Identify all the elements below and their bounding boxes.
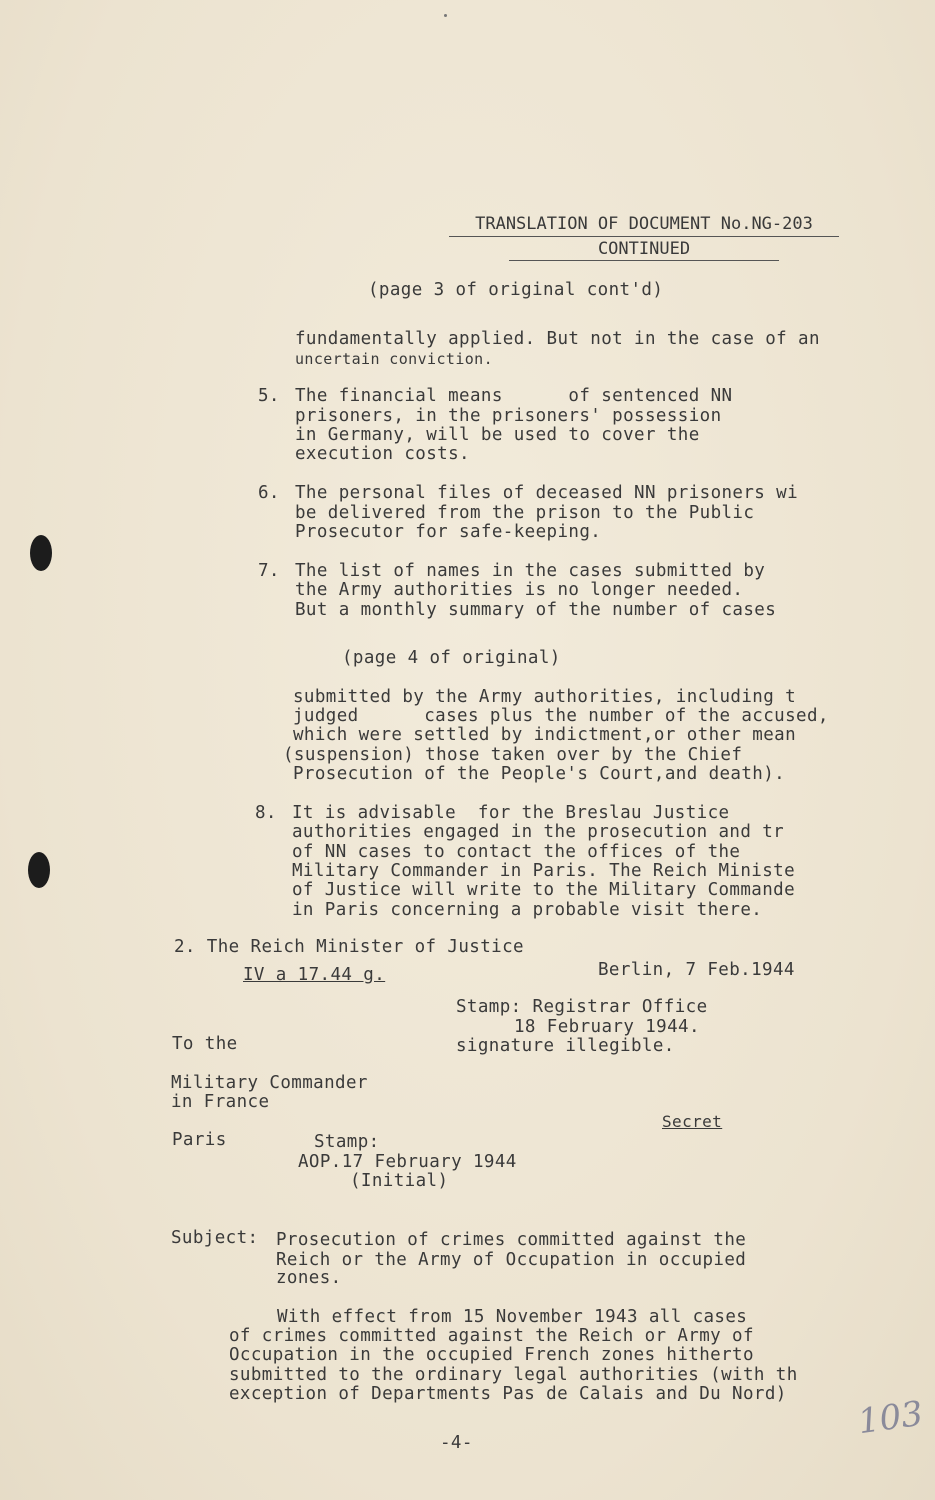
- item8-line-4: Military Commander in Paris. The Reich Ministe: [292, 861, 796, 881]
- para-fund-line-2: uncertain conviction.: [295, 350, 494, 368]
- para-sub-line-4: (suspension) those taken over by the Chief: [283, 745, 743, 765]
- para-fund-line-1: fundamentally applied. But not in the case of an: [295, 329, 820, 349]
- punch-hole-top: [30, 535, 52, 571]
- section2-title: 2. The Reich Minister of Justice: [174, 937, 524, 957]
- para-sub-line-1: submitted by the Army authorities, including t: [293, 687, 797, 707]
- item7-line-2: the Army authorities is no longer needed.: [295, 580, 744, 600]
- item8-line-1: It is advisable for the Breslau Justice: [292, 803, 730, 823]
- section2-ref: IV a 17.44 g.: [243, 965, 386, 985]
- item7-line-1: The list of names in the cases submitted by: [295, 561, 766, 581]
- subject-line-3: zones.: [276, 1268, 342, 1288]
- stamp1-line-2: 18 February 1944.: [514, 1017, 700, 1037]
- item6-line-2: be delivered from the prison to the Public: [295, 503, 755, 523]
- paris-label: Paris: [172, 1130, 227, 1150]
- item8-number: 8.: [255, 803, 277, 823]
- item5-line-4: execution costs.: [295, 444, 470, 464]
- para-sub-line-3: which were settled by indictment,or other mean: [293, 725, 797, 745]
- punch-hole-bottom: [28, 852, 50, 888]
- item8-line-2: authorities engaged in the prosecution and tr: [292, 822, 785, 842]
- closing-line-2: of crimes committed against the Reich or Army of: [229, 1326, 754, 1346]
- closing-line-3: Occupation in the occupied French zones hitherto: [229, 1345, 754, 1365]
- addressee-line-2: in France: [171, 1092, 270, 1112]
- item8-line-6: in Paris concerning a probable visit there.: [292, 900, 763, 920]
- item5-line-3: in Germany, will be used to cover the: [295, 425, 700, 445]
- page4-label: (page 4 of original): [342, 648, 561, 668]
- subject-line-2: Reich or the Army of Occupation in occupied: [276, 1250, 747, 1270]
- item8-line-5: of Justice will write to the Military Commande: [292, 880, 796, 900]
- handwritten-folio: 103: [855, 1393, 926, 1443]
- stamp2-line-2: AOP.17 February 1944: [298, 1152, 517, 1172]
- closing-line-5: exception of Departments Pas de Calais and Du Nord): [229, 1384, 787, 1404]
- para-sub-line-2: judged cases plus the number of the accused,: [293, 706, 829, 726]
- stamp2-line-3: (Initial): [350, 1171, 449, 1191]
- item5-number: 5.: [258, 386, 280, 406]
- closing-line-1: With effect from 15 November 1943 all cases: [277, 1307, 748, 1327]
- item7-line-3: But a monthly summary of the number of cases: [295, 600, 777, 620]
- section2-place-date: Berlin, 7 Feb.1944: [598, 960, 795, 980]
- subject-label: Subject:: [171, 1228, 259, 1248]
- stamp1-line-1: Stamp: Registrar Office: [456, 997, 708, 1017]
- item7-number: 7.: [258, 561, 280, 581]
- header-line-2: CONTINUED: [509, 238, 779, 261]
- subject-line-1: Prosecution of crimes committed against the: [276, 1230, 747, 1250]
- stamp1-line-3: signature illegible.: [456, 1036, 675, 1056]
- document-header: [449, 213, 839, 261]
- addressee-line-1: Military Commander: [171, 1073, 368, 1093]
- page3-label: (page 3 of original cont'd): [368, 280, 664, 300]
- speck: [444, 14, 447, 17]
- item6-line-3: Prosecutor for safe-keeping.: [295, 522, 602, 542]
- item6-number: 6.: [258, 483, 280, 503]
- to-the: To the: [172, 1034, 238, 1054]
- item6-line-1: The personal files of deceased NN prisoners wi: [295, 483, 799, 503]
- item8-line-3: of NN cases to contact the offices of the: [292, 842, 741, 862]
- item5-line-1: The financial means of sentenced NN: [295, 386, 733, 406]
- secret-label: Secret: [662, 1112, 723, 1131]
- item5-line-2: prisoners, in the prisoners' possession: [295, 406, 722, 426]
- header-line-1: TRANSLATION OF DOCUMENT No.NG-203: [449, 213, 839, 237]
- stamp2-line-1: Stamp:: [314, 1132, 380, 1152]
- page-number: -4-: [440, 1433, 473, 1453]
- para-sub-line-5: Prosecution of the People's Court,and death).: [293, 764, 786, 784]
- closing-line-4: submitted to the ordinary legal authorities (with th: [229, 1365, 798, 1385]
